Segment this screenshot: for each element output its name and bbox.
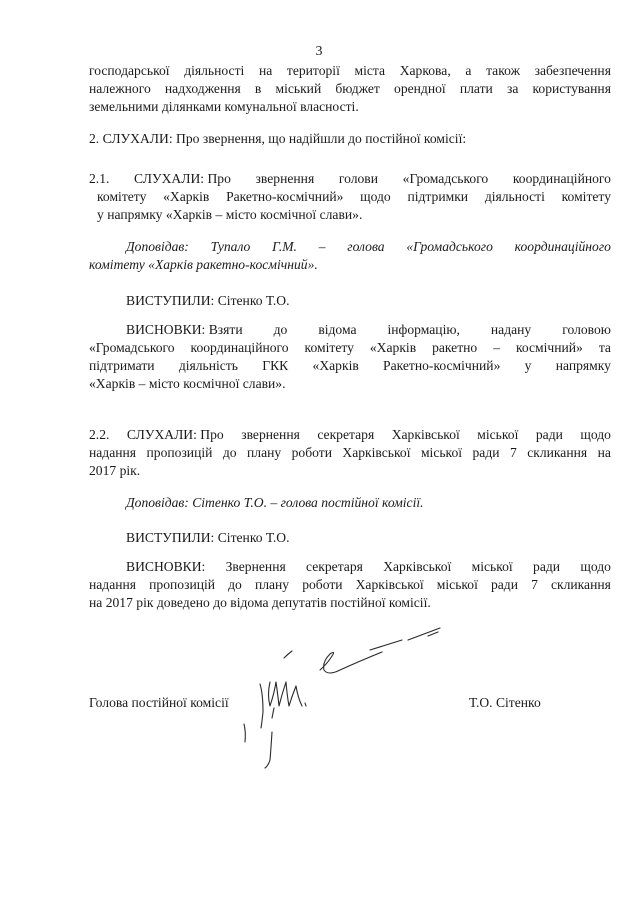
- word: комітету: [304, 340, 354, 355]
- word: 2.1.: [89, 171, 110, 186]
- item-2-2-conclusion-line-2: [89, 576, 611, 594]
- word: міської: [436, 577, 478, 592]
- item-2-1-conclusion-line-2: [89, 339, 611, 357]
- word: ракетно: [432, 340, 478, 355]
- word: та: [598, 340, 611, 355]
- item-2-2-line-1: [89, 426, 611, 444]
- word: надану: [490, 322, 532, 337]
- word: плати: [459, 81, 493, 96]
- word: голова: [347, 239, 385, 254]
- word: комітету: [97, 189, 147, 204]
- word: Тупало: [210, 239, 251, 254]
- word: також: [486, 63, 520, 78]
- word: міської: [477, 427, 519, 442]
- word: надання: [89, 445, 137, 460]
- word: на: [258, 63, 273, 78]
- item-2-2-reporter: Доповідав: Сітенко Т.О. – голова постійної комісії.: [126, 495, 424, 510]
- word: 7: [531, 577, 538, 592]
- word: в: [254, 81, 262, 96]
- word: діяльності: [184, 63, 245, 78]
- word: Г.М.: [272, 239, 297, 254]
- word: секретаря: [306, 559, 363, 574]
- word: звернення: [255, 171, 315, 186]
- word: СЛУХАЛИ: Про: [134, 171, 231, 186]
- word: космічний»: [515, 340, 583, 355]
- word: роботи: [291, 445, 332, 460]
- word: щодо: [580, 427, 611, 442]
- item-2-2-conclusion-line-1: [126, 558, 611, 576]
- word: Харківської: [342, 445, 411, 460]
- word: 7: [509, 445, 517, 460]
- item-2-2-line-2: [89, 444, 611, 462]
- word: за: [506, 81, 519, 96]
- word: Харківської: [383, 559, 452, 574]
- signatory-name: Т.О. Сітенко: [469, 695, 541, 710]
- intro-line-3: земельними ділянками комунальної власності.: [89, 99, 359, 114]
- word: ради: [535, 427, 563, 442]
- word: інформацію,: [387, 322, 460, 337]
- word: –: [493, 340, 500, 355]
- word: до: [222, 445, 237, 460]
- word: діяльність: [178, 358, 238, 373]
- page-number: 3: [315, 44, 323, 59]
- word: підтримати: [89, 358, 155, 373]
- word: Доповідав:: [126, 239, 189, 254]
- word: пропозицій: [149, 577, 216, 592]
- word: координаційного: [514, 239, 611, 254]
- word: ГКК: [262, 358, 289, 373]
- word: плану: [254, 577, 290, 592]
- word: надання: [89, 577, 137, 592]
- word: Звернення: [225, 559, 286, 574]
- item-2-1-reporter-line-1: [126, 238, 611, 256]
- word: «Харків: [369, 340, 417, 355]
- word: щодо: [360, 189, 391, 204]
- word: звернення: [241, 427, 300, 442]
- word: головою: [562, 322, 611, 337]
- word: роботи: [302, 577, 343, 592]
- word: надходження: [164, 81, 241, 96]
- word: Харкова,: [399, 63, 451, 78]
- word: міської: [471, 559, 513, 574]
- word: «Харків: [163, 189, 210, 204]
- item-2-1-conclusion-line-3: [89, 357, 611, 375]
- word: скликання: [550, 577, 611, 592]
- word: Ракетно-космічний»: [383, 358, 501, 373]
- word: напрямку: [555, 358, 611, 373]
- word: на: [597, 445, 611, 460]
- word: території: [286, 63, 340, 78]
- word: ради: [533, 559, 561, 574]
- word: користування: [532, 81, 611, 96]
- word: «Громадського: [402, 171, 489, 186]
- item-2-heading: 2. СЛУХАЛИ: Про звернення, що надійшли до постійної комісії:: [89, 131, 467, 146]
- word: 2.2.: [89, 427, 110, 442]
- word: «Громадського: [89, 340, 175, 355]
- word: у: [524, 358, 532, 373]
- word: міської: [420, 445, 463, 460]
- word: підтримки: [407, 189, 469, 204]
- item-2-1-reporter-line-2: комітету «Харків ракетно-космічний».: [89, 257, 318, 272]
- word: секретаря: [317, 427, 375, 442]
- word: Харківської: [355, 577, 424, 592]
- word: плану: [247, 445, 282, 460]
- item-2-1-line-2: [97, 188, 611, 206]
- item-2-2-spoke: ВИСТУПИЛИ: Сітенко Т.О.: [126, 530, 290, 545]
- word: координаційного: [190, 340, 289, 355]
- word: координаційного: [512, 171, 611, 186]
- word: комітету: [561, 189, 611, 204]
- item-2-1-spoke: ВИСТУПИЛИ: Сітенко Т.О.: [126, 293, 290, 308]
- signatory-position: Голова постійної комісії: [89, 695, 229, 710]
- word: діяльності: [484, 189, 545, 204]
- item-2-1-conclusion-line-4: «Харків – місто космічної слави».: [89, 376, 286, 391]
- word: пропозицій: [146, 445, 213, 460]
- word: бюджет: [335, 81, 380, 96]
- word: –: [318, 239, 326, 254]
- word: ради: [490, 577, 518, 592]
- word: ради: [472, 445, 500, 460]
- word: СЛУХАЛИ: Про: [126, 427, 224, 442]
- word: міста: [354, 63, 386, 78]
- word: а: [465, 63, 472, 78]
- item-2-1-line-3: у напрямку «Харків – місто космічної слави».: [97, 207, 363, 222]
- word: скликання: [527, 445, 588, 460]
- intro-line-1: [89, 62, 611, 80]
- word: голови: [338, 171, 378, 186]
- word: до: [273, 322, 288, 337]
- word: Харківської: [391, 427, 460, 442]
- word: орендної: [394, 81, 446, 96]
- word: забезпечення: [534, 63, 611, 78]
- item-2-1-line-1: [89, 170, 611, 188]
- intro-line-2: [89, 80, 611, 98]
- word: відома: [318, 322, 357, 337]
- word: ВИСНОВКИ: Взяти: [126, 322, 243, 337]
- word: ВИСНОВКИ:: [126, 559, 206, 574]
- word: належного: [89, 81, 151, 96]
- word: господарської: [89, 63, 170, 78]
- word: до: [228, 577, 242, 592]
- item-2-2-conclusion-line-3: на 2017 рік доведено до відома депутатів постійної комісії.: [89, 595, 431, 610]
- word: «Громадського: [406, 239, 493, 254]
- handwritten-signature: [232, 620, 462, 770]
- word: «Харків: [312, 358, 359, 373]
- word: міський: [275, 81, 322, 96]
- item-2-1-conclusion-line-1: [126, 321, 611, 339]
- word: Ракетно-космічний»: [226, 189, 344, 204]
- item-2-2-line-3: 2017 рік.: [89, 463, 141, 478]
- word: щодо: [580, 559, 611, 574]
